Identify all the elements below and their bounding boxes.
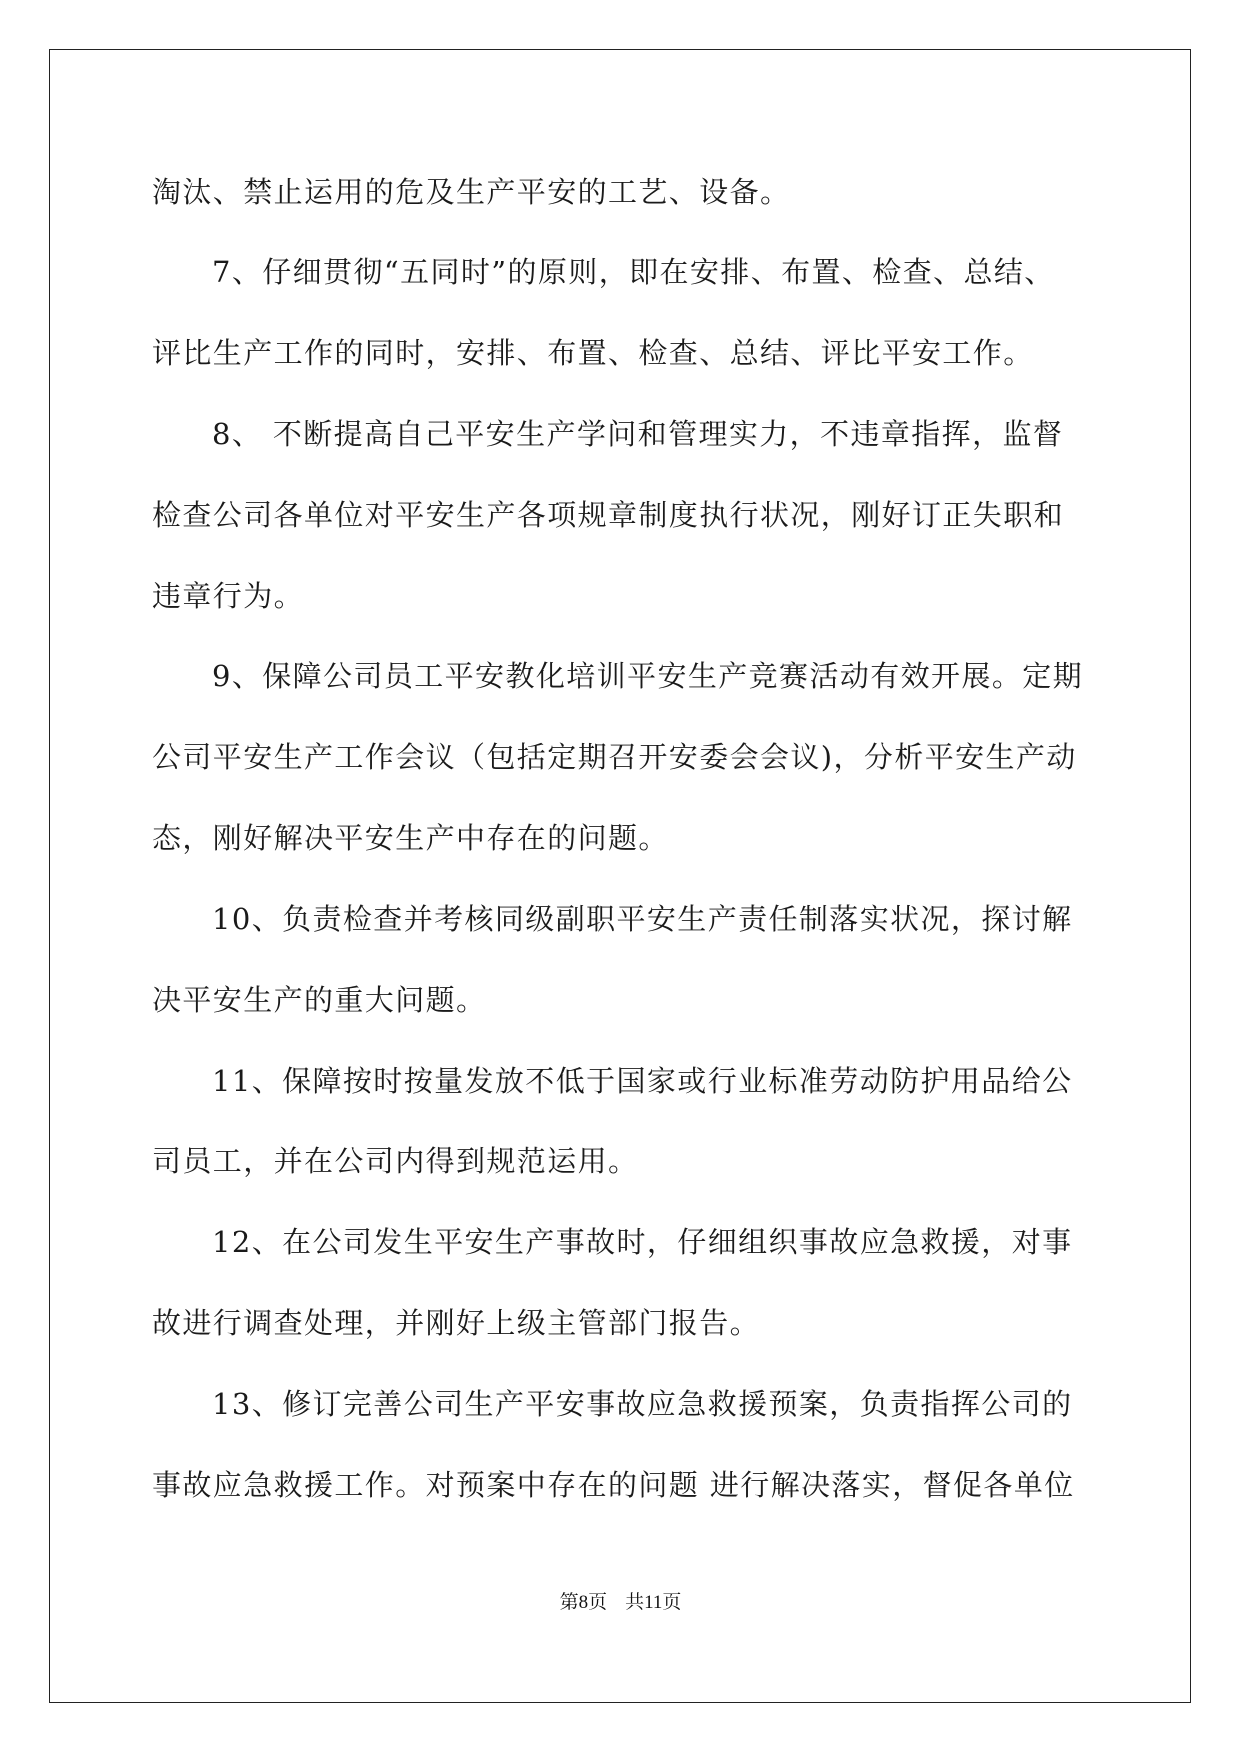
text-line: 故进行调查处理，并刚好上级主管部门报告。 [152, 1306, 761, 1340]
page-number: 第8页 [559, 1592, 608, 1613]
text-line: 事故应急救援工作。对预案中存在的问题 进行解决落实，督促各单位 [152, 1468, 1075, 1502]
text-line: 淘汰、禁止运用的危及生产平安的工艺、设备。 [152, 175, 791, 209]
page-footer [0, 1587, 1241, 1614]
page-total: 共11页 [625, 1592, 682, 1613]
text-line: 检查公司各单位对平安生产各项规章制度执行状况，刚好订正失职和 [152, 498, 1065, 532]
text-line: 决平安生产的重大问题。 [152, 983, 487, 1017]
text-line: 司员工，并在公司内得到规范运用。 [152, 1144, 639, 1178]
page-border [49, 49, 1191, 1703]
text-line: 10、负责检查并考核同级副职平安生产责任制落实状况，探讨解 [212, 902, 1073, 936]
text-line: 态，刚好解决平安生产中存在的问题。 [152, 821, 669, 855]
text-line: 11、保障按时按量发放不低于国家或行业标准劳动防护用品给公 [212, 1064, 1073, 1098]
text-line: 违章行为。 [152, 579, 305, 613]
text-line: 13、修订完善公司生产平安事故应急救援预案，负责指挥公司的 [212, 1387, 1073, 1421]
text-line: 8、 不断提高自己平安生产学问和管理实力，不违章指挥，监督 [212, 417, 1064, 451]
text-line: 7、仔细贯彻“五同时”的原则，即在安排、布置、检查、总结、 [212, 255, 1055, 289]
text-line: 评比生产工作的同时，安排、布置、检查、总结、评比平安工作。 [152, 336, 1034, 370]
text-line: 9、保障公司员工平安教化培训平安生产竞赛活动有效开展。定期 [212, 659, 1084, 693]
text-line: 12、在公司发生平安生产事故时，仔细组织事故应急救援，对事 [212, 1225, 1073, 1259]
text-line: 公司平安生产工作会议（包括定期召开安委会会议)，分析平安生产动 [152, 740, 1077, 774]
